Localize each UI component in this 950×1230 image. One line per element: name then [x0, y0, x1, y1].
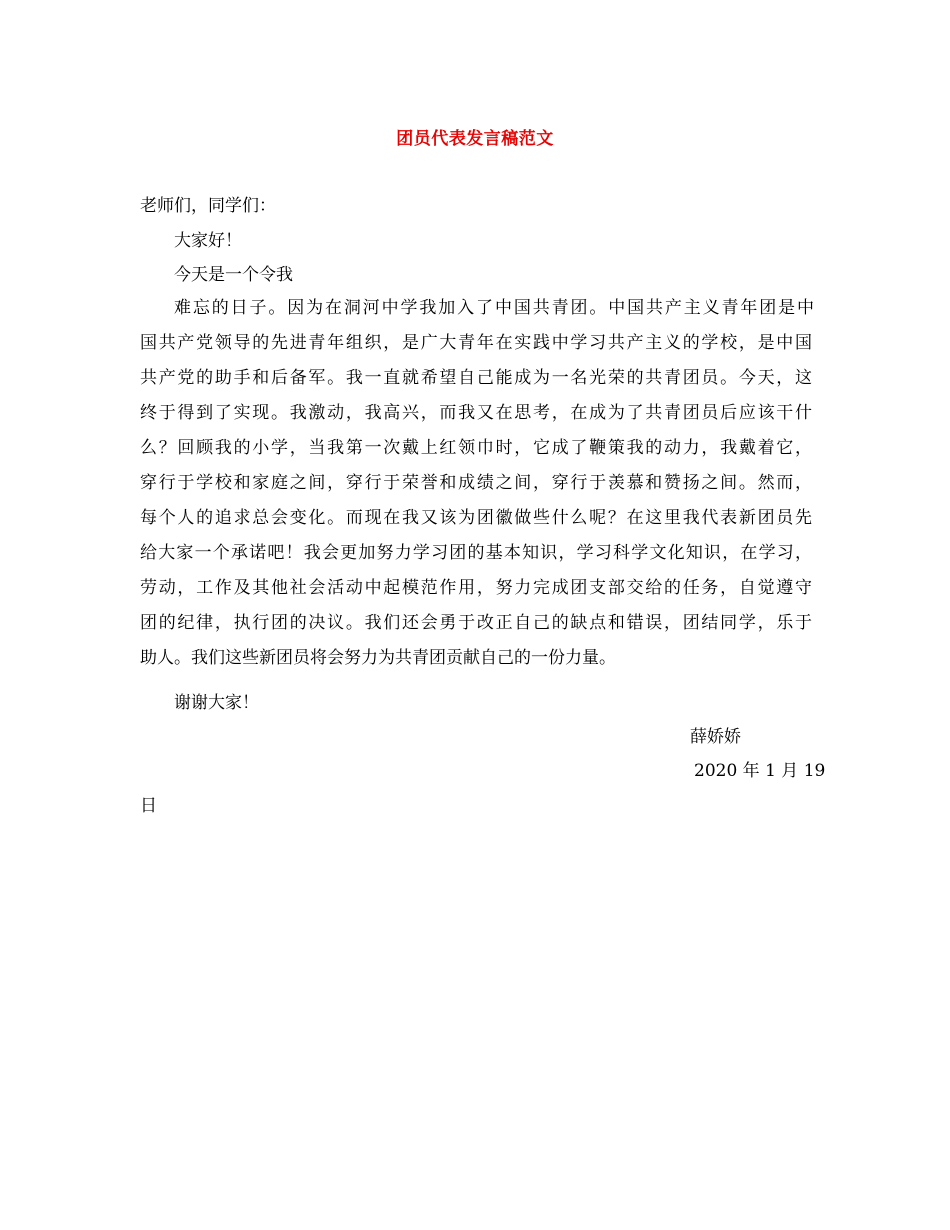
greeting: 大家好！	[174, 231, 242, 251]
body-line: 穿行于学校和家庭之间，穿行于荣誉和成绩之间，穿行于羡慕和赞扬之间。然而，	[140, 473, 812, 493]
body-line: 终于得到了实现。我激动，我高兴，而我又在思考，在成为了共青团员后应该干什	[140, 403, 812, 423]
body-line: 团的纪律，执行团的决议。我们还会勇于改正自己的缺点和错误，团结同学，乐于	[140, 613, 812, 633]
body-line: 每个人的追求总会变化。而现在我又该为团徽做些什么呢？在这里我代表新团员先	[140, 508, 812, 528]
salutation: 老师们，同学们：	[140, 196, 276, 216]
signature-date-tail: 日	[140, 796, 157, 816]
body-line: 给大家一个承诺吧！我会更加努力学习团的基本知识，学习科学文化知识，在学习，	[140, 543, 812, 563]
body-line: 助人。我们这些新团员将会努力为共青团贡献自己的一份力量。	[140, 648, 616, 668]
body-line: 么？回顾我的小学，当我第一次戴上红领巾时，它成了鞭策我的动力，我戴着它，	[140, 438, 812, 458]
closing-thanks: 谢谢大家！	[174, 693, 259, 713]
intro-fragment: 今天是一个令我	[174, 265, 293, 285]
body-line: 共产党的助手和后备军。我一直就希望自己能成为一名光荣的共青团员。今天，这	[140, 368, 812, 388]
body-line: 劳动，工作及其他社会活动中起模范作用，努力完成团支部交给的任务，自觉遵守	[140, 578, 812, 598]
signature-name: 薛娇娇	[690, 727, 741, 747]
body-line: 难忘的日子。因为在洞河中学我加入了中国共青团。中国共产主义青年团是中	[174, 298, 814, 318]
body-line: 国共产党领导的先进青年组织，是广大青年在实践中学习共产主义的学校，是中国	[140, 333, 812, 353]
document-title: 团员代表发言稿范文	[396, 129, 554, 149]
signature-date: 2020 年 1 月 19	[694, 761, 826, 781]
